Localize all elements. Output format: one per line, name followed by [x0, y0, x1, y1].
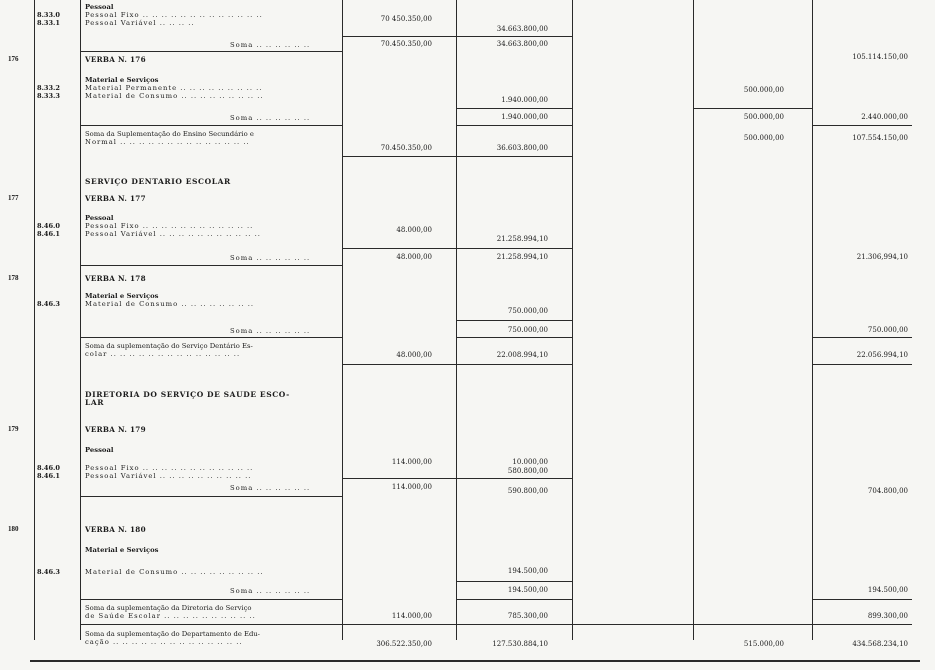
- sum-rule: [80, 125, 342, 126]
- verba-number: 177: [8, 194, 19, 202]
- column-rule-code: [34, 0, 35, 640]
- section-head: Material e Serviços: [85, 546, 159, 554]
- sum-rule: [80, 496, 342, 497]
- verba-title: VERBA N. 179: [85, 425, 146, 434]
- item-label: Pessoal Fixo .. .. .. .. .. .. .. .. .. .. .. ..: [85, 464, 254, 472]
- sum-rule: [456, 125, 572, 126]
- value-col1: 306.522.350,00: [376, 640, 432, 648]
- section-rule: [342, 156, 572, 157]
- sum-rule: [456, 248, 572, 249]
- item-label: Pessoal Variável .. .. .. ..: [85, 19, 195, 27]
- value-col5: 194.500,00: [867, 586, 908, 594]
- sum-rule: [456, 337, 572, 338]
- value-col1: 114.000,00: [391, 458, 432, 466]
- value-col1: 48.000,00: [396, 253, 432, 261]
- soma-label: Soma .. .. .. .. .. ..: [230, 484, 311, 492]
- suplementacao-label: Soma da Suplementação do Ensino Secundário e: [85, 130, 254, 138]
- sum-rule: [80, 599, 342, 600]
- account-code: 8.33.0: [37, 11, 60, 19]
- sum-rule: [456, 581, 572, 582]
- sum-rule: [342, 248, 456, 249]
- value-col2: 22.008.994,10: [496, 351, 548, 359]
- verba-number: 180: [8, 525, 19, 533]
- value-col1: 70.450.350,00: [380, 144, 432, 152]
- value-col2: 10.000,00: [512, 458, 548, 466]
- value-col4: 500.000,00: [743, 86, 784, 94]
- account-code: 8.46.3: [37, 568, 60, 576]
- value-col2: 21.258.994,10: [496, 235, 548, 243]
- account-code: 8.46.1: [37, 230, 60, 238]
- account-code: 8.33.1: [37, 19, 60, 27]
- verba-title: VERBA N. 180: [85, 525, 146, 534]
- item-label: Material de Consumo .. .. .. .. .. .. .. ..: [85, 300, 255, 308]
- suplementacao-label: Soma da suplementação do Serviço Dentário Es-: [85, 342, 253, 350]
- verba-title: VERBA N. 176: [85, 55, 146, 64]
- value-col1: 70.450.350,00: [380, 40, 432, 48]
- sum-rule: [456, 320, 572, 321]
- verba-number: 179: [8, 425, 19, 433]
- value-col5: 105.114.150,00: [852, 53, 908, 61]
- value-col2: 34.663.800,00: [496, 25, 548, 33]
- sum-rule: [456, 108, 572, 109]
- sum-rule: [456, 36, 572, 37]
- account-code: 8.46.3: [37, 300, 60, 308]
- suplementacao-label: cação .. .. .. .. .. .. .. .. .. .. .. .. .. ..: [85, 638, 243, 646]
- verba-number: 178: [8, 274, 19, 282]
- value-col2: 21.258.994,10: [496, 253, 548, 261]
- section-title: LAR: [85, 398, 105, 407]
- sum-rule: [80, 51, 342, 52]
- account-code: 8.33.2: [37, 84, 60, 92]
- section-head: Material e Serviços: [85, 76, 159, 84]
- item-label: Pessoal Fixo .. .. .. .. .. .. .. .. .. .. .. .. ..: [85, 11, 263, 19]
- value-col5: 107.554.150,00: [852, 134, 908, 142]
- value-col2: 750.000,00: [507, 307, 548, 315]
- soma-label: Soma .. .. .. .. .. ..: [230, 114, 311, 122]
- soma-label: Soma .. .. .. .. .. ..: [230, 327, 311, 335]
- sum-rule: [812, 337, 912, 338]
- value-col5: 899.300,00: [867, 612, 908, 620]
- sum-rule: [342, 478, 456, 479]
- item-label: Material Permanente .. .. .. .. .. .. .. .. ..: [85, 84, 263, 92]
- value-col2: 785.300,00: [507, 612, 548, 620]
- sum-rule: [342, 36, 456, 37]
- soma-label: Soma .. .. .. .. .. ..: [230, 41, 311, 49]
- value-col5: 704.800,00: [867, 487, 908, 495]
- suplementacao-label: de Saúde Escolar .. .. .. .. .. .. .. .. .. ..: [85, 612, 256, 620]
- account-code: 8.46.0: [37, 222, 60, 230]
- value-col2: 1.940.000,00: [501, 113, 548, 121]
- column-rule-col4: [693, 0, 694, 640]
- section-head: Pessoal: [85, 446, 114, 454]
- value-col1: 70 450.350,00: [380, 15, 432, 23]
- column-rule-description: [80, 0, 81, 640]
- sum-rule: [80, 337, 342, 338]
- suplementacao-label: Soma da suplementação do Departamento de Edu-: [85, 630, 260, 638]
- column-rule-col3: [572, 0, 573, 640]
- value-col4: 500.000,00: [743, 113, 784, 121]
- item-label: Material de Consumo .. .. .. .. .. .. .. .. ..: [85, 568, 264, 576]
- value-col4: 515.000,00: [743, 640, 784, 648]
- value-col2: 127.530.884,10: [492, 640, 548, 648]
- suplementacao-label: Soma da suplementação da Diretoria do Serviço: [85, 604, 252, 612]
- suplementacao-label: colar .. .. .. .. .. .. .. .. .. .. .. .. .. ..: [85, 350, 241, 358]
- value-col1: 114.000,00: [391, 612, 432, 620]
- account-code: 8.46.1: [37, 472, 60, 480]
- value-col2: 34.663.800,00: [496, 40, 548, 48]
- value-col4: 500.000,00: [743, 134, 784, 142]
- account-code: 8.46.0: [37, 464, 60, 472]
- section-title: DIRETORIA DO SERVIÇO DE SAUDE ESCO-: [85, 390, 290, 399]
- value-col5: 2.440.000,00: [861, 113, 908, 121]
- verba-title: VERBA N. 178: [85, 274, 146, 283]
- value-col2: 590.800,00: [507, 487, 548, 495]
- sum-rule: [693, 108, 812, 109]
- sum-rule: [812, 125, 912, 126]
- soma-label: Soma .. .. .. .. .. ..: [230, 254, 311, 262]
- item-label: Material de Consumo .. .. .. .. .. .. .. .. ..: [85, 92, 264, 100]
- value-col1: 48.000,00: [396, 226, 432, 234]
- value-col2: 194.500,00: [507, 586, 548, 594]
- sum-rule: [456, 478, 572, 479]
- verba-number: 176: [8, 55, 19, 63]
- soma-label: Soma .. .. .. .. .. ..: [230, 587, 311, 595]
- value-col1: 48.000,00: [396, 351, 432, 359]
- section-head: Pessoal: [85, 214, 114, 222]
- section-rule: [812, 364, 912, 365]
- section-head: Pessoal: [85, 3, 114, 11]
- value-col2: 194.500,00: [507, 567, 548, 575]
- value-col2: 750.000,00: [507, 326, 548, 334]
- suplementacao-label: Normal .. .. .. .. .. .. .. .. .. .. .. .. .. ..: [85, 138, 250, 146]
- item-label: Pessoal Fixo .. .. .. .. .. .. .. .. .. .. .. ..: [85, 222, 254, 230]
- sum-rule: [80, 265, 342, 266]
- section-head: Material e Serviços: [85, 292, 159, 300]
- item-label: Pessoal Variável .. .. .. .. .. .. .. .. .. ..: [85, 472, 252, 480]
- section-rule: [342, 364, 572, 365]
- sum-rule: [456, 599, 572, 600]
- value-col2: 36.603.800,00: [496, 144, 548, 152]
- value-col2: 580.800,00: [507, 467, 548, 475]
- section-rule: [80, 624, 912, 625]
- item-label: Pessoal Variável .. .. .. .. .. .. .. .. .. .. ..: [85, 230, 261, 238]
- section-title: SERVIÇO DENTARIO ESCOLAR: [85, 177, 231, 186]
- value-col5: 434.568.234,10: [852, 640, 908, 648]
- value-col5: 750.000,00: [867, 326, 908, 334]
- sum-rule: [812, 599, 912, 600]
- value-col5: 22.056.994,10: [856, 351, 908, 359]
- account-code: 8.33.3: [37, 92, 60, 100]
- verba-title: VERBA N. 177: [85, 194, 146, 203]
- value-col5: 21.306,994,10: [856, 253, 908, 261]
- value-col2: 1.940.000,00: [501, 96, 548, 104]
- column-rule-col5: [812, 0, 813, 640]
- value-col1: 114.000,00: [391, 483, 432, 491]
- page-bottom-rule: [30, 660, 920, 662]
- column-rule-col1: [342, 0, 343, 640]
